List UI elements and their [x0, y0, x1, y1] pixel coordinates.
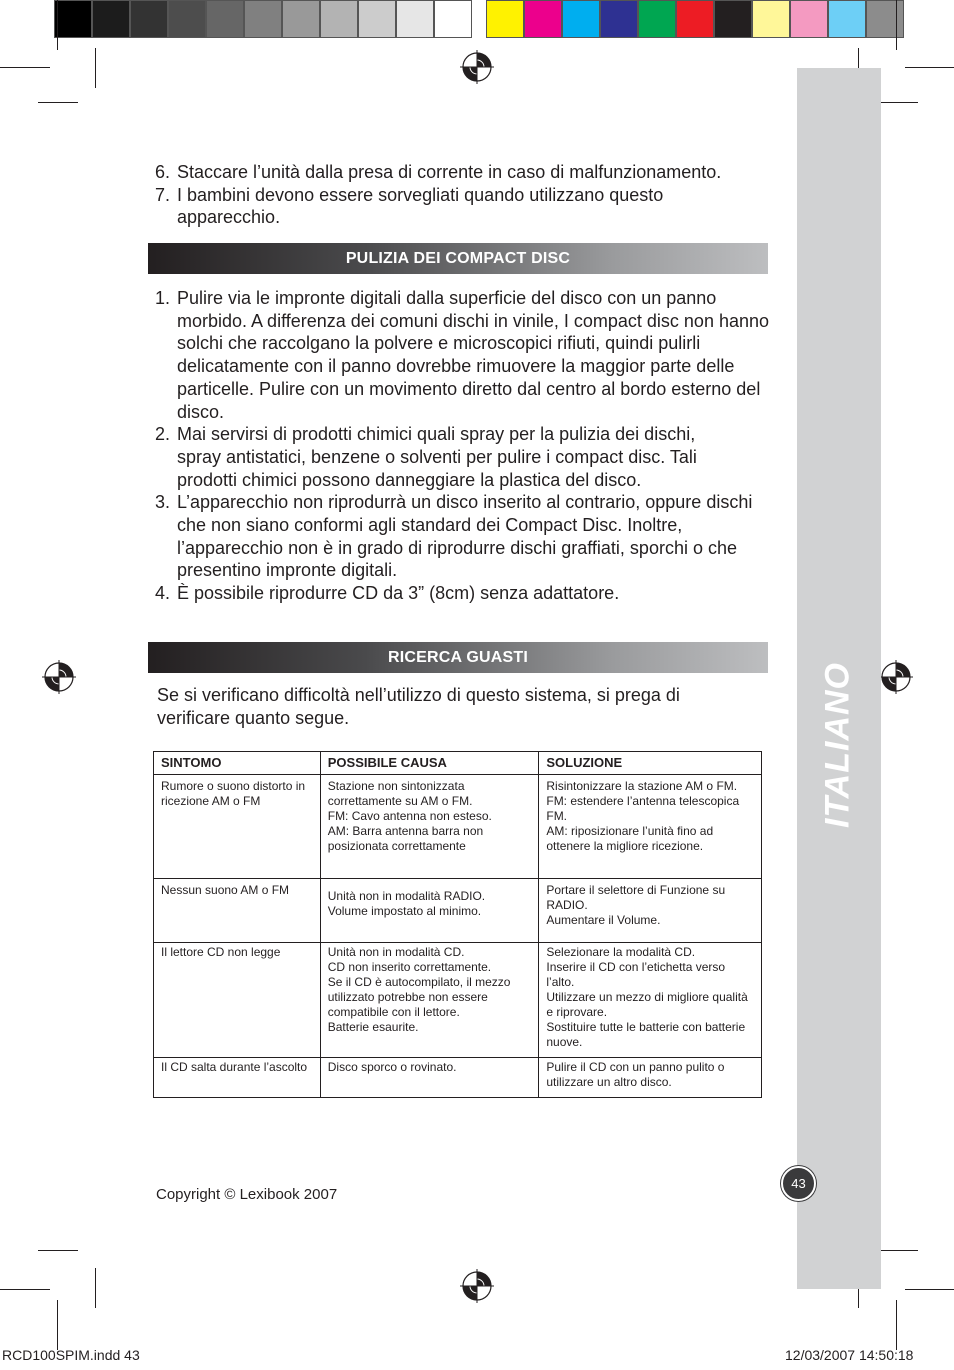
color-swatch [282, 0, 320, 38]
crop-mark [57, 0, 58, 50]
cell-text: Volume impostato al minimo. [327, 904, 482, 918]
page-number-badge: 43 [781, 1166, 816, 1201]
safety-list [155, 161, 769, 229]
column-header: POSSIBILE CAUSA [320, 752, 539, 775]
cell-text: Il CD salta durante l’ascolto [161, 1060, 308, 1074]
cell-text: Utilizzare un mezzo di migliore qualità e riprovare. [546, 990, 748, 1019]
crop-mark [905, 1289, 954, 1290]
table-cell-causa [320, 1058, 539, 1098]
color-swatch [676, 0, 714, 38]
color-calibration-bar [54, 0, 904, 40]
list-item-text: I bambini devono essere sorvegliati quando utilizzano questo apparecchio. [177, 184, 664, 228]
registration-mark-icon [460, 50, 494, 84]
cell-text: CD non inserito correttamente. [327, 960, 492, 974]
cell-text: Stazione non sintonizzata correttamente su AM o FM. [327, 779, 473, 808]
column-header: SINTOMO [154, 752, 321, 775]
list-item [155, 491, 777, 582]
list-item-number: 7. [155, 184, 171, 205]
color-swatch [54, 0, 92, 38]
table-cell-sintomo [154, 775, 321, 879]
color-swatch [92, 0, 130, 38]
section-title: PULIZIA DEI COMPACT DISC [345, 250, 571, 267]
cell-text: Rumore o suono distorto in ricezione AM o FM [161, 779, 306, 808]
color-swatch [714, 0, 752, 38]
list-item-number: 2. [155, 424, 171, 445]
crop-mark [38, 1250, 78, 1251]
cell-text: Disco sporco o rovinato. [327, 1060, 457, 1074]
crop-mark [95, 48, 96, 88]
cell-text: Portare il selettore di Funzione su RADIO. [546, 883, 726, 912]
color-swatch [486, 0, 524, 38]
section-title: RICERCA GUASTI [388, 649, 528, 666]
color-swatch [244, 0, 282, 38]
list-item-text: Mai servirsi di prodotti chimici quali spray per la pulizia dei dischi, spray antistatici, benzene o solventi per pulire i compact disc. Tali prodotti chimici possono danneggiare la plastica del disco. [177, 424, 697, 490]
list-item [155, 423, 777, 491]
color-swatch [638, 0, 676, 38]
cd-cleaning-list [155, 287, 777, 605]
table-row [154, 943, 762, 1058]
cell-text: AM: riposizionare l’unità fino ad ottenere la migliore ricezione. [546, 824, 714, 853]
table-cell-soluzione [539, 879, 762, 943]
color-swatch [434, 0, 472, 38]
color-swatch [320, 0, 358, 38]
color-swatch [752, 0, 790, 38]
cell-text: Pulire il CD con un panno pulito o utilizzare un altro disco. [546, 1060, 725, 1089]
list-item-number: 1. [155, 288, 171, 308]
cell-text: Sostituire tutte le batterie con batterie nuove. [546, 1020, 746, 1049]
cell-text: FM: Cavo antenna non esteso. [327, 809, 492, 823]
file-slug: RCD100SPIM.indd 43 [2, 1347, 140, 1363]
section-header-cd-cleaning [148, 243, 768, 274]
list-item-number: 3. [155, 492, 171, 513]
color-swatch [828, 0, 866, 38]
swatch-gap [472, 0, 486, 40]
cell-text: Unità non in modalità CD. [327, 945, 465, 959]
cell-text: Se il CD è autocompilato, il mezzo utilizzato potrebbe non essere compatibile con il lettore. [327, 975, 511, 1019]
table-row [154, 1058, 762, 1098]
list-item-text: È possibile riprodurre CD da 3” (8cm) senza adattatore. [177, 583, 620, 604]
list-item [155, 161, 769, 184]
cell-text: Unità non in modalità RADIO. [327, 889, 486, 903]
cell-text: Nessun suono AM o FM [161, 883, 290, 897]
cell-text: FM: estendere l’antenna telescopica FM. [546, 794, 740, 823]
list-item [155, 184, 769, 229]
crop-mark [896, 0, 897, 50]
table-cell-soluzione [539, 1058, 762, 1098]
list-item-text: Pulire via le impronte digitali dalla superficie del disco con un panno morbido. A differenza dei comuni dischi in vinile, I compact disc non hanno solchi che raccolgano la polvere e microscopici rifiuti, quindi pulirli delicatamente con il panno dovrebbe rimuovere la maggior parte delle particelle. Pulire con un movimento diretto dal centro al bordo esterno del disco. [177, 288, 770, 422]
list-item [155, 287, 777, 423]
crop-mark [57, 1300, 58, 1350]
troubleshooting-intro: Se si verificano difficoltà nell’utilizzo di questo sistema, si prega di verificare quanto segue. [157, 685, 680, 728]
table-cell-soluzione [539, 943, 762, 1058]
crop-mark [878, 102, 918, 103]
cell-text: Risintonizzare la stazione AM o FM. [546, 779, 738, 793]
list-item-number: 4. [155, 583, 171, 604]
list-item-text: L’apparecchio non riprodurrà un disco inserito al contrario, oppure dischi che non siano conformi agli standard dei Compact Disc. Inoltre, l’apparecchio non è in grado di riprodurre dischi graffiati, sporchi o che presentino impronte digitali. [177, 492, 753, 581]
list-item [155, 582, 777, 605]
crop-mark [905, 67, 954, 68]
table-cell-causa [320, 879, 539, 943]
cell-text: AM: Barra antenna barra non posizionata correttamente [327, 824, 484, 853]
list-item-text: Staccare l’unità dalla presa di corrente in caso di malfunzionamento. [177, 162, 722, 182]
color-swatch [206, 0, 244, 38]
table-header-row [154, 752, 762, 775]
cell-text: Il lettore CD non legge [161, 945, 281, 959]
table-cell-sintomo [154, 1058, 321, 1098]
table-cell-causa [320, 775, 539, 879]
column-header: SOLUZIONE [539, 752, 762, 775]
crop-mark [38, 102, 78, 103]
table-cell-sintomo [154, 879, 321, 943]
print-timestamp: 12/03/2007 14:50:18 [785, 1347, 914, 1363]
color-swatch [562, 0, 600, 38]
color-swatch [396, 0, 434, 38]
crop-mark [896, 1300, 897, 1350]
crop-mark [0, 67, 50, 68]
color-swatch [358, 0, 396, 38]
language-label: ITALIANO [818, 661, 857, 829]
color-swatch [866, 0, 904, 38]
color-swatch [130, 0, 168, 38]
cell-text: Selezionare la modalità CD. [546, 945, 696, 959]
cell-text: Inserire il CD con l’etichetta verso l’alto. [546, 960, 726, 989]
color-swatch [524, 0, 562, 38]
crop-mark [0, 1289, 50, 1290]
color-swatch [600, 0, 638, 38]
crop-mark [95, 1268, 96, 1308]
cell-text: Batterie esaurite. [327, 1020, 419, 1034]
registration-mark-icon [879, 660, 913, 694]
color-swatch [168, 0, 206, 38]
table-cell-causa [320, 943, 539, 1058]
copyright-notice: Copyright © Lexibook 2007 [156, 1186, 338, 1203]
table-row [154, 879, 762, 943]
table-cell-soluzione [539, 775, 762, 879]
color-swatch [790, 0, 828, 38]
registration-mark-icon [42, 660, 76, 694]
troubleshooting-table [153, 751, 762, 1098]
list-item-number: 6. [155, 162, 171, 182]
table-cell-sintomo [154, 943, 321, 1058]
section-header-troubleshooting [148, 642, 768, 673]
table-row [154, 775, 762, 879]
registration-mark-icon [460, 1269, 494, 1303]
cell-text: Aumentare il Volume. [546, 913, 661, 927]
crop-mark [878, 1250, 918, 1251]
